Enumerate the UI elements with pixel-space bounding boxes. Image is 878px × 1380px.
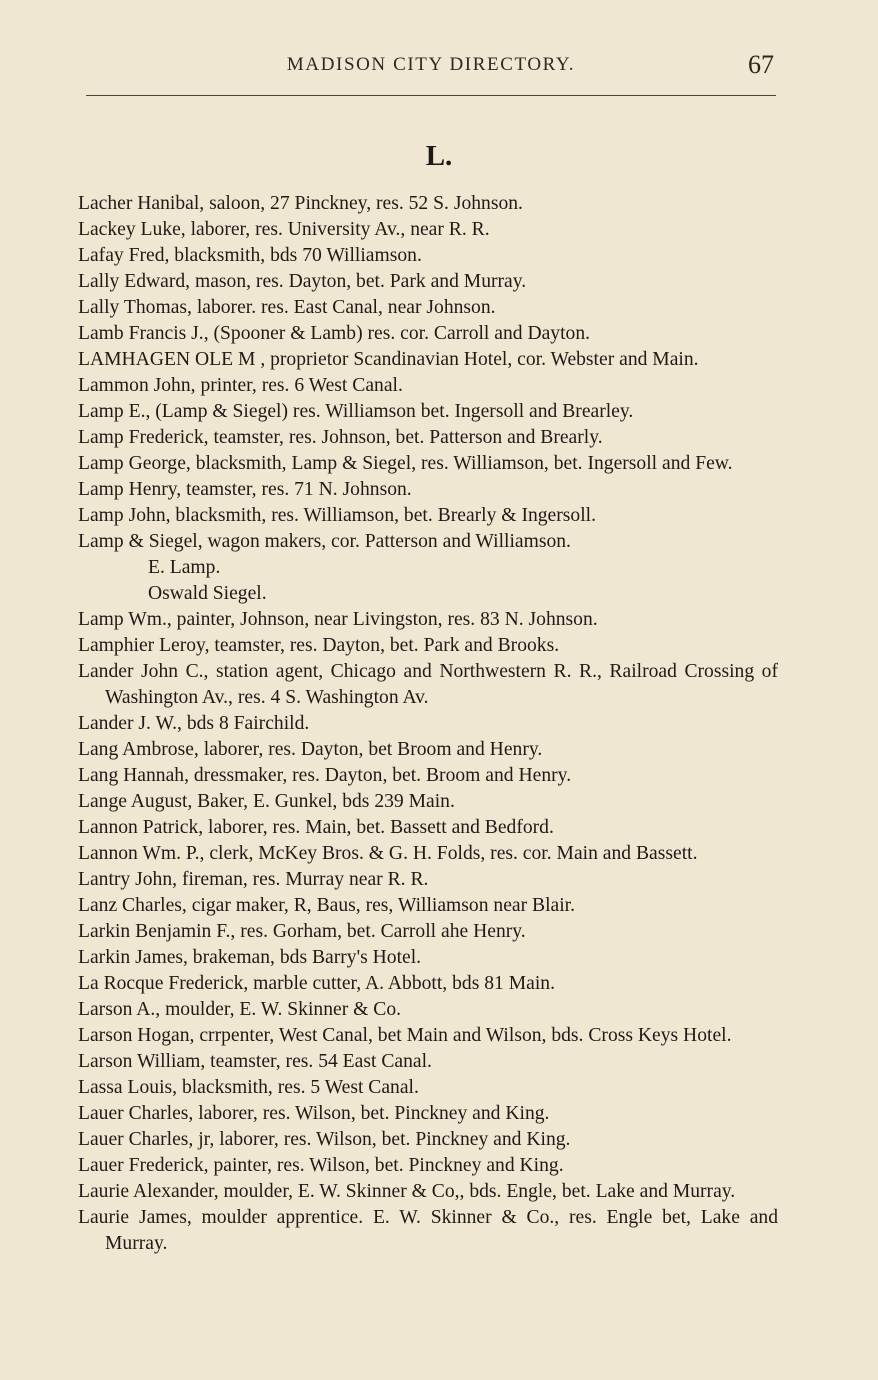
directory-entry: LAMHAGEN OLE M , proprietor Scandinavian Hotel, cor. Webster and Main. bbox=[78, 349, 699, 370]
directory-entry: Larkin James, brakeman, bds Barry's Hotel. bbox=[78, 947, 422, 968]
directory-entry: Larson A., moulder, E. W. Skinner & Co. bbox=[78, 999, 402, 1020]
directory-entry: Lander John C., station agent, Chicago and Northwestern R. R., Railroad Crossing of Washington Av., res. 4 S. Washington Av. bbox=[78, 661, 778, 708]
directory-entry: Lamp Wm., painter, Johnson, near Livingston, res. 83 N. Johnson. bbox=[78, 609, 598, 630]
section-letter: L. bbox=[425, 140, 453, 172]
directory-entry: Lamp John, blacksmith, res. Williamson, bet. Brearly & Ingersoll. bbox=[78, 505, 596, 526]
partner-name: Oswald Siegel. bbox=[148, 583, 267, 604]
partner-name: E. Lamp. bbox=[148, 557, 221, 578]
directory-entry: Lamp Frederick, teamster, res. Johnson, bet. Patterson and Brearly. bbox=[78, 427, 603, 448]
directory-entry: Lanz Charles, cigar maker, R, Baus, res, Williamson near Blair. bbox=[78, 895, 576, 916]
directory-entry: Lamp Henry, teamster, res. 71 N. Johnson. bbox=[78, 479, 412, 500]
directory-entry: Larkin Benjamin F., res. Gorham, bet. Carroll ahe Henry. bbox=[78, 921, 526, 942]
directory-entry: Lang Ambrose, laborer, res. Dayton, bet Broom and Henry. bbox=[78, 739, 543, 760]
running-head bbox=[86, 50, 776, 84]
directory-entry: Laurie Alexander, moulder, E. W. Skinner & Co,, bds. Engle, bet. Lake and Murray. bbox=[78, 1181, 736, 1202]
directory-entry: Lauer Frederick, painter, res. Wilson, bet. Pinckney and King. bbox=[78, 1155, 564, 1176]
directory-entry: Lannon Wm. P., clerk, McKey Bros. & G. H. Folds, res. cor. Main and Bassett. bbox=[78, 843, 698, 864]
directory-entry: Lackey Luke, laborer, res. University Av., near R. R. bbox=[78, 219, 490, 240]
directory-entry: Lauer Charles, jr, laborer, res. Wilson, bet. Pinckney and King. bbox=[78, 1129, 571, 1150]
directory-entries bbox=[78, 191, 778, 1257]
directory-entry: Lander J. W., bds 8 Fairchild. bbox=[78, 713, 310, 734]
directory-entry: Laurie James, moulder apprentice. E. W. Skinner & Co., res. Engle bet, Lake and Murray. bbox=[78, 1207, 778, 1254]
directory-entry: Lally Edward, mason, res. Dayton, bet. Park and Murray. bbox=[78, 271, 527, 292]
directory-entry: Lafay Fred, blacksmith, bds 70 Williamson. bbox=[78, 245, 422, 266]
directory-entry: Lamp George, blacksmith, Lamp & Siegel, res. Williamson, bet. Ingersoll and Few. bbox=[78, 453, 733, 474]
directory-entry: Lang Hannah, dressmaker, res. Dayton, bet. Broom and Henry. bbox=[78, 765, 572, 786]
directory-entry: Lacher Hanibal, saloon, 27 Pinckney, res. 52 S. Johnson. bbox=[78, 193, 523, 214]
directory-entry: Larson Hogan, crrpenter, West Canal, bet Main and Wilson, bds. Cross Keys Hotel. bbox=[78, 1025, 732, 1046]
directory-entry: Larson William, teamster, res. 54 East Canal. bbox=[78, 1051, 432, 1072]
directory-entry: Lassa Louis, blacksmith, res. 5 West Canal. bbox=[78, 1077, 419, 1098]
directory-entry: Lauer Charles, laborer, res. Wilson, bet. Pinckney and King. bbox=[78, 1103, 550, 1124]
directory-entry: Lantry John, fireman, res. Murray near R. R. bbox=[78, 869, 429, 890]
directory-entry: Lally Thomas, laborer. res. East Canal, near Johnson. bbox=[78, 297, 496, 318]
directory-entry: Lamp E., (Lamp & Siegel) res. Williamson bet. Ingersoll and Brearley. bbox=[78, 401, 634, 422]
directory-entry: Lannon Patrick, laborer, res. Main, bet. Bassett and Bedford. bbox=[78, 817, 554, 838]
directory-entry: Lamphier Leroy, teamster, res. Dayton, bet. Park and Brooks. bbox=[78, 635, 560, 656]
directory-entry: Lammon John, printer, res. 6 West Canal. bbox=[78, 375, 403, 396]
header-rule bbox=[86, 95, 776, 96]
directory-entry: La Rocque Frederick, marble cutter, A. Abbott, bds 81 Main. bbox=[78, 973, 555, 994]
directory-entry: Lamb Francis J., (Spooner & Lamb) res. cor. Carroll and Dayton. bbox=[78, 323, 591, 344]
running-title: MADISON CITY DIRECTORY. bbox=[286, 54, 576, 75]
directory-entry: Lamp & Siegel, wagon makers, cor. Patterson and Williamson. bbox=[78, 531, 571, 552]
directory-entry: Lange August, Baker, E. Gunkel, bds 239 Main. bbox=[78, 791, 455, 812]
page-number: 67 bbox=[748, 50, 774, 79]
